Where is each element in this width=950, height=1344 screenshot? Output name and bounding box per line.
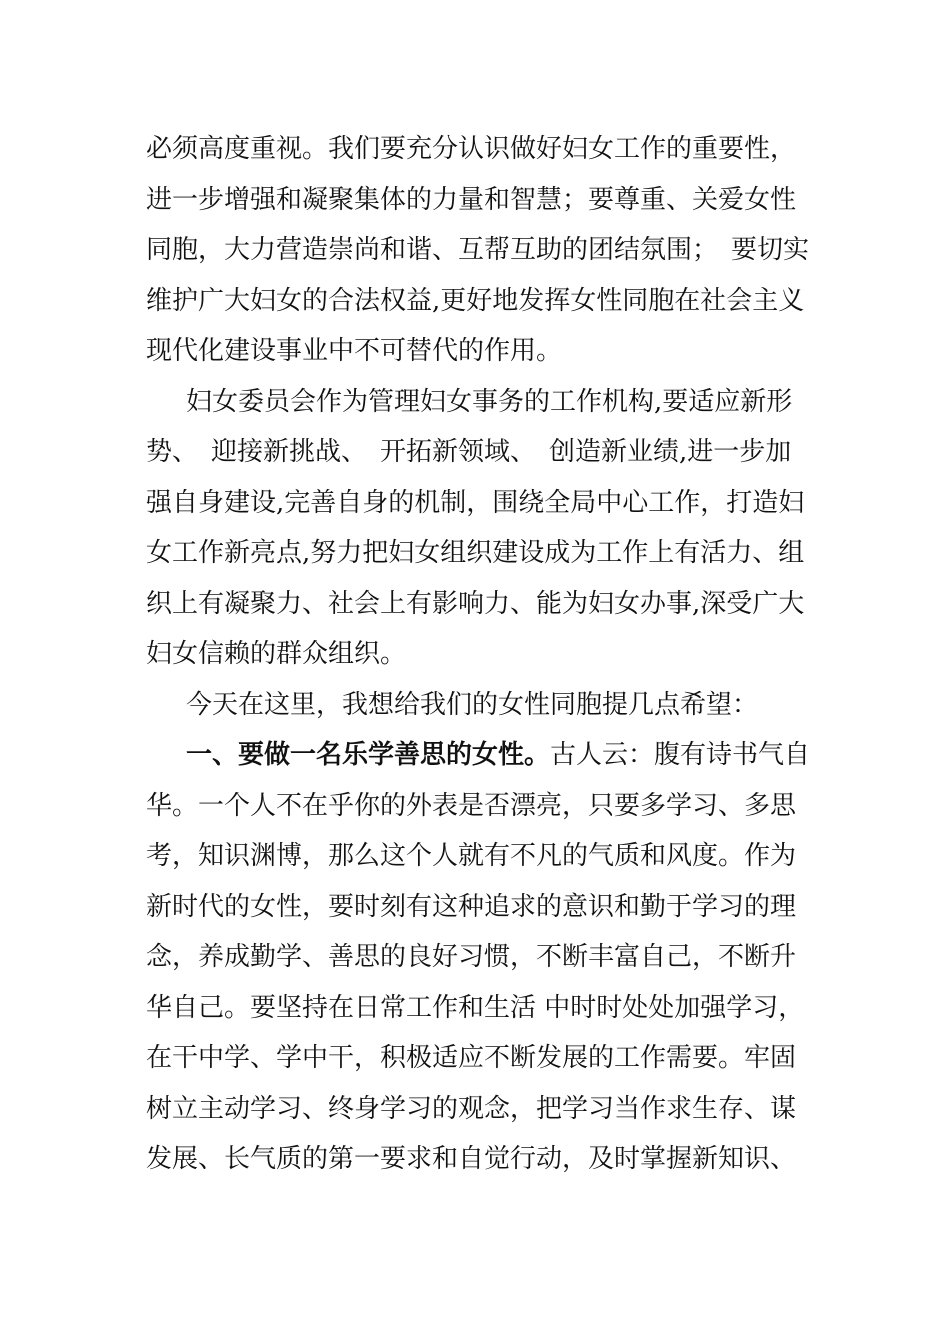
paragraph-2 <box>146 377 806 680</box>
text-line: 妇女委员会作为管理妇女事务的工作机构,要适应新形 <box>186 386 793 417</box>
text-line: 今天在这里，我想给我们的女性同胞提几点希望： <box>186 689 759 720</box>
text-line: 华自己。要坚持在日常工作和生活 中时时处处加强学习， <box>146 992 805 1023</box>
text-line <box>146 730 811 781</box>
text-line: 现代化建设事业中不可替代的作用。 <box>146 336 563 366</box>
text-line: 新时代的女性，要时刻有这种追求的意识和勤于学习的理 <box>146 891 797 922</box>
text-line: 在干中学、学中干，积极适应不断发展的工作需要。牢固 <box>146 1043 797 1073</box>
text-line: 考，知识渊博，那么这个人就有不凡的气质和风度。作为 <box>146 841 797 871</box>
paragraph-3 <box>146 680 806 731</box>
text-line: 女工作新亮点,努力把妇女组织建设成为工作上有活力、组 <box>146 538 805 568</box>
section-heading: 一、要做一名乐学善思的女性。 <box>186 740 551 770</box>
text-line: 妇女信赖的群众组织。 <box>146 639 407 669</box>
text-line: 同胞，大力营造崇尚和谐、互帮互助的团结氛围； 要切实 <box>146 235 810 265</box>
document-body <box>146 124 811 1185</box>
heading-continuation: 古人云：腹有诗书气自 <box>550 740 811 770</box>
text-line: 进一步增强和凝聚集体的力量和智慧；要尊重、关爱女性 <box>146 184 797 215</box>
text-line: 必须高度重视。我们要充分认识做好妇女工作的重要性， <box>146 134 797 164</box>
text-line: 树立主动学习、终身学习的观念，把学习当作求生存、谋 <box>146 1093 797 1124</box>
text-line: 势、 迎接新挑战、 开拓新领域、 创造新业绩,进一步加 <box>146 437 792 467</box>
paragraph-1 <box>146 124 810 377</box>
text-line: 发展、长气质的第一要求和自觉行动，及时掌握新知识、 <box>146 1144 797 1174</box>
text-line: 华。一个人不在乎你的外表是否漂亮，只要多学习、多思 <box>146 790 797 821</box>
text-line: 维护广大妇女的合法权益,更好地发挥女性同胞在社会主义 <box>146 285 805 316</box>
text-line: 织上有凝聚力、社会上有影响力、能为妇女办事,深受广大 <box>146 588 805 619</box>
text-line: 强自身建设,完善自身的机制，围绕全局中心工作，打造妇 <box>146 487 805 518</box>
paragraph-4 <box>146 730 811 1185</box>
text-line: 念，养成勤学、善思的良好习惯，不断丰富自己，不断升 <box>146 942 797 972</box>
